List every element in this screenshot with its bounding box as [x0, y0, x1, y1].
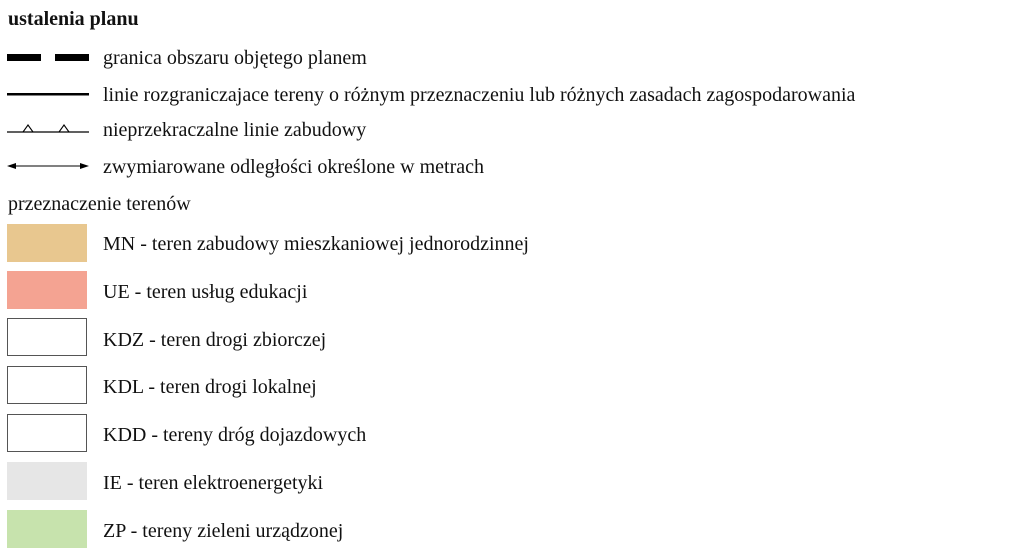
color-swatch	[7, 224, 87, 262]
legend-label: linie rozgraniczajace tereny o różnym przeznaczeniu lub różnych zasadach zagospodarowania	[103, 84, 856, 106]
legend-label: MN - teren zabudowy mieszkaniowej jednorodzinnej	[103, 233, 529, 255]
legend-label: KDL - teren drogi lokalnej	[103, 376, 317, 398]
dashed-boundary-line-icon	[7, 47, 91, 67]
color-swatch	[7, 318, 87, 356]
legend-label: zwymiarowane odległości określone w metrach	[103, 156, 484, 178]
color-swatch	[7, 366, 87, 404]
double-arrow-dimension-line-icon	[7, 156, 91, 176]
legend-label: nieprzekraczalne linie zabudowy	[103, 119, 367, 141]
color-swatch	[7, 271, 87, 309]
legend-label: granica obszaru objętego planem	[103, 47, 367, 69]
legend-label: KDD - tereny dróg dojazdowych	[103, 424, 367, 446]
legend-label: UE - teren usług edukacji	[103, 281, 308, 303]
color-swatch	[7, 462, 87, 500]
color-swatch	[7, 414, 87, 452]
building-line-with-triangles-icon	[7, 119, 91, 139]
legend-label: KDZ - teren drogi zbiorczej	[103, 329, 327, 351]
legend-heading: ustalenia planu	[8, 8, 139, 30]
legend-label: IE - teren elektroenergetyki	[103, 472, 324, 494]
color-swatch	[7, 510, 87, 548]
solid-line-icon	[7, 84, 91, 104]
section-title: przeznaczenie terenów	[8, 193, 191, 215]
legend-label: ZP - tereny zieleni urządzonej	[103, 520, 344, 542]
